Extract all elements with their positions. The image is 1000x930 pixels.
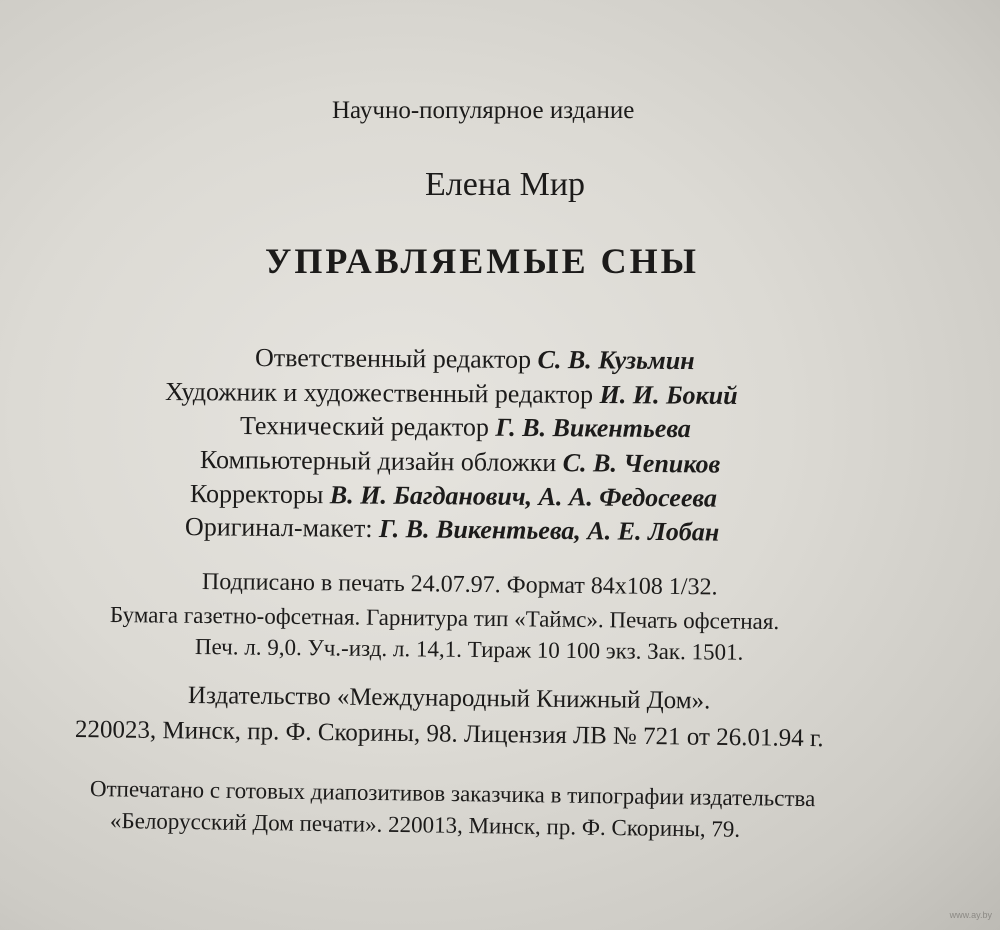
credit-name: И. И. Бокий — [599, 380, 738, 410]
credit-name: В. И. Багданович, А. А. Федосеева — [329, 480, 718, 513]
credit-line — [190, 479, 717, 514]
credit-role: Компьютерный дизайн обложки — [199, 445, 557, 478]
credit-role: Художник и художественный редактор — [164, 377, 594, 409]
print-info-line: Подписано в печать 24.07.97. Формат 84x108 1/32. — [201, 569, 718, 601]
credit-role: Технический редактор — [239, 411, 490, 442]
print-info-line: Печ. л. 9,0. Уч.-изд. л. 14,1. Тираж 10 100 экз. Зак. 1501. — [194, 634, 744, 665]
credit-line — [185, 512, 720, 548]
print-info-line: Бумага газетно-офсетная. Гарнитура тип «Таймс». Печать офсетная. — [109, 602, 780, 635]
series-label: Научно-популярное издание — [332, 97, 635, 124]
credit-name: С. В. Кузьмин — [537, 344, 695, 376]
author-name: Елена Мир — [425, 166, 586, 203]
publisher-line: 220023, Минск, пр. Ф. Скорины, 98. Лицензия ЛВ № 721 от 26.01.94 г. — [74, 716, 824, 753]
printer-line: «Белорусский Дом печати». 220013, Минск, пр. Ф. Скорины, 79. — [109, 808, 741, 842]
credit-role: Ответственный редактор — [254, 343, 532, 374]
credit-role: Оригинал-макет: — [184, 512, 373, 543]
printer-line: Отпечатано с готовых диапозитивов заказчика в типографии издательства — [89, 776, 816, 812]
credit-line — [255, 343, 695, 376]
publisher-line: Издательство «Международный Книжный Дом». — [187, 682, 711, 715]
credit-line — [240, 411, 691, 444]
watermark: www.ay.by — [949, 910, 992, 920]
book-title: УПРАВЛЯЕМЫЕ СНЫ — [265, 241, 699, 281]
credit-name: Г. В. Викентьева — [495, 412, 691, 444]
credit-line — [165, 377, 738, 411]
credit-name: Г. В. Викентьева, А. Е. Лобан — [378, 514, 720, 547]
credit-name: С. В. Чепиков — [562, 448, 721, 479]
credit-role: Корректоры — [189, 479, 324, 510]
credit-line — [200, 445, 720, 480]
